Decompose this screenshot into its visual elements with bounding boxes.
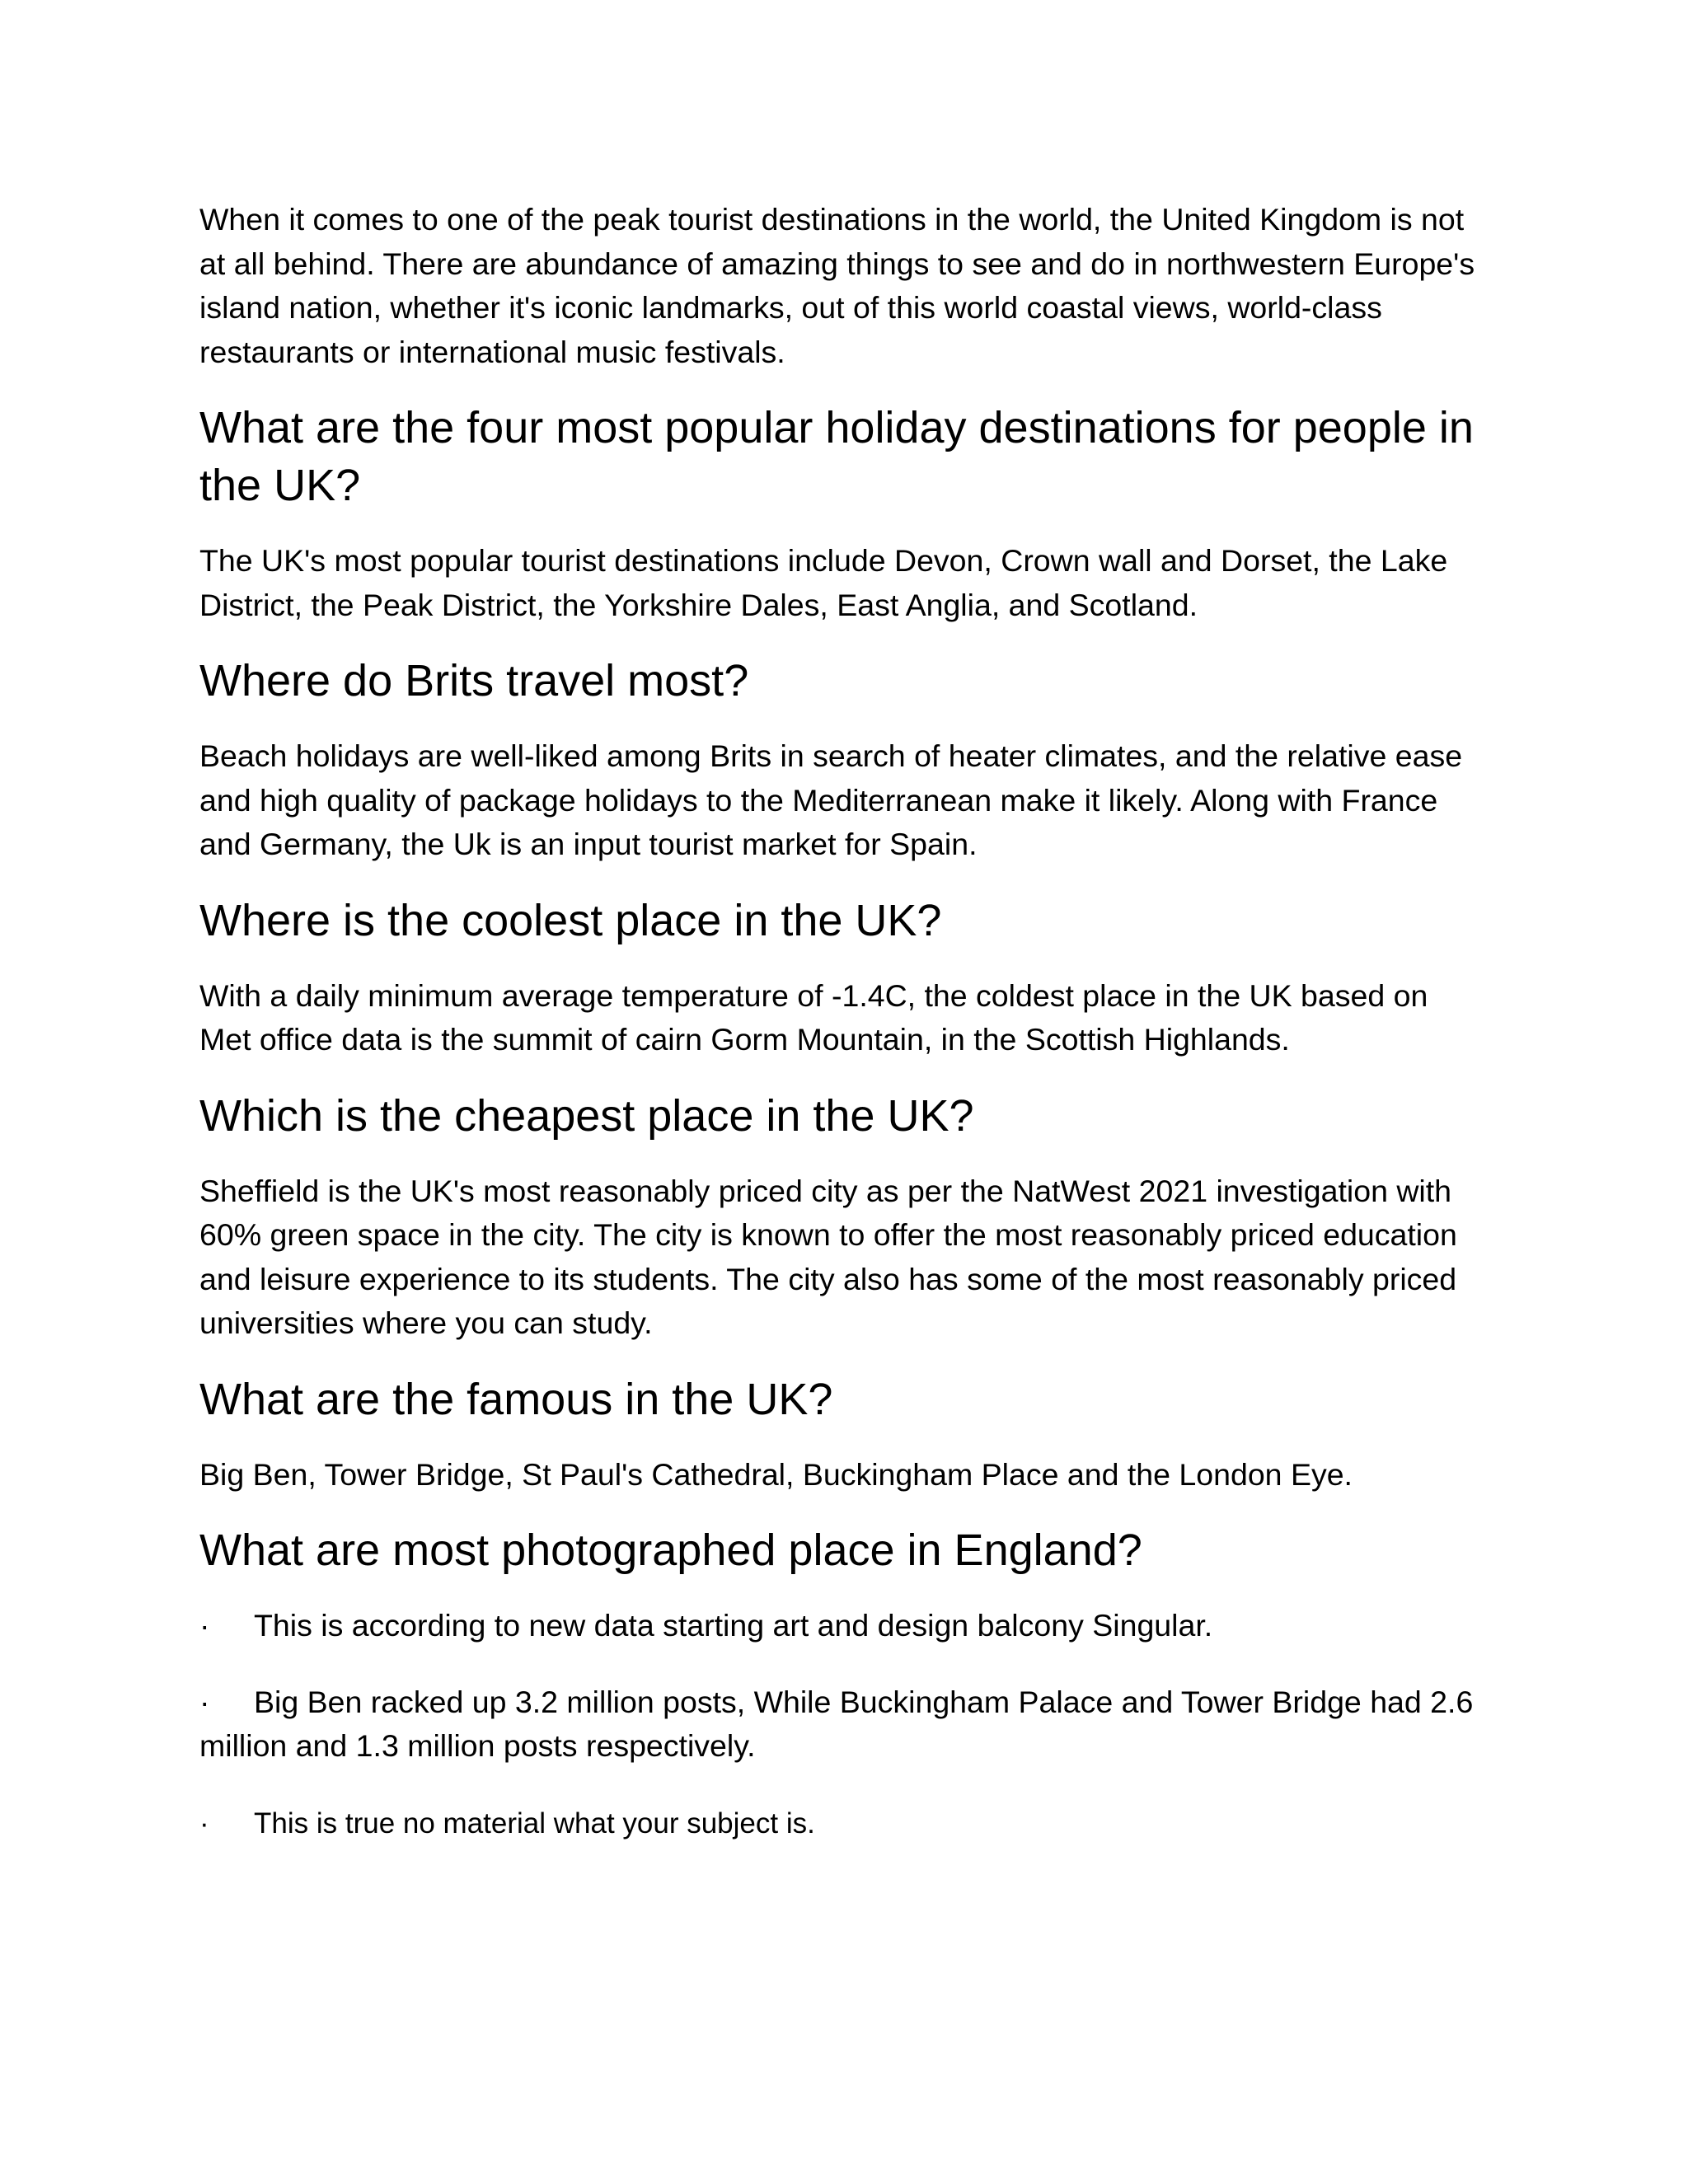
bullet-item bbox=[199, 1604, 1485, 1648]
paragraph-cheapest-place: Sheffield is the UK's most reasonably priced city as per the NatWest 2021 investigation with 60% green space in the city. The city is known to offer the most reasonably priced education and leisure experience to its students. The city also has some of the most reasonably priced universities where you can study. bbox=[199, 1173, 1457, 1340]
bullet-symbol: · bbox=[199, 1807, 209, 1840]
bullet-text: Big Ben racked up 3.2 million posts, While Buckingham Palace and Tower Bridge had 2.6 million and 1.3 million posts respectively. bbox=[199, 1684, 1474, 1763]
bullet-item bbox=[199, 1680, 1485, 1769]
paragraph-famous-uk: Big Ben, Tower Bridge, St Paul's Cathedral, Buckingham Place and the London Eye. bbox=[199, 1456, 1353, 1492]
intro-paragraph: When it comes to one of the peak tourist destinations in the world, the United Kingdom is not at all behind. There are abundance of amazing things to see and do in northwestern Europe's island nation, whether it's iconic landmarks, out of this world coastal views, world-class restaurants or international music festivals. bbox=[199, 202, 1475, 369]
heading-brits-travel: Where do Brits travel most? bbox=[199, 656, 749, 705]
bullet-text: This is according to new data starting art and design balcony Singular. bbox=[254, 1608, 1213, 1643]
bullet-item bbox=[199, 1802, 1485, 1846]
bullet-symbol: · bbox=[199, 1684, 210, 1719]
document-page bbox=[199, 198, 1485, 1845]
paragraph-popular-destinations: The UK's most popular tourist destinations include Devon, Crown wall and Dorset, the Lake District, the Peak District, the Yorkshire Dales, East Anglia, and Scotland. bbox=[199, 543, 1448, 622]
heading-coolest-place: Where is the coolest place in the UK? bbox=[199, 895, 942, 945]
heading-most-photographed: What are most photographed place in England? bbox=[199, 1526, 1142, 1575]
heading-cheapest-place: Which is the cheapest place in the UK? bbox=[199, 1090, 974, 1141]
heading-popular-destinations: What are the four most popular holiday destinations for people in the UK? bbox=[199, 403, 1474, 510]
bullet-text: This is true no material what your subject is. bbox=[254, 1807, 815, 1840]
bullet-symbol: · bbox=[199, 1608, 210, 1643]
heading-famous-uk: What are the famous in the UK? bbox=[199, 1374, 833, 1424]
paragraph-coolest-place: With a daily minimum average temperature of -1.4C, the coldest place in the UK based on Met office data is the summit of cairn Gorm Mountain, in the Scottish Highlands. bbox=[199, 977, 1428, 1057]
paragraph-brits-travel: Beach holidays are well-liked among Brits in search of heater climates, and the relative ease and high quality of package holidays to the Mediterranean make it likely. Along with France and Germany, the Uk is an input tourist market for Spain. bbox=[199, 738, 1463, 861]
